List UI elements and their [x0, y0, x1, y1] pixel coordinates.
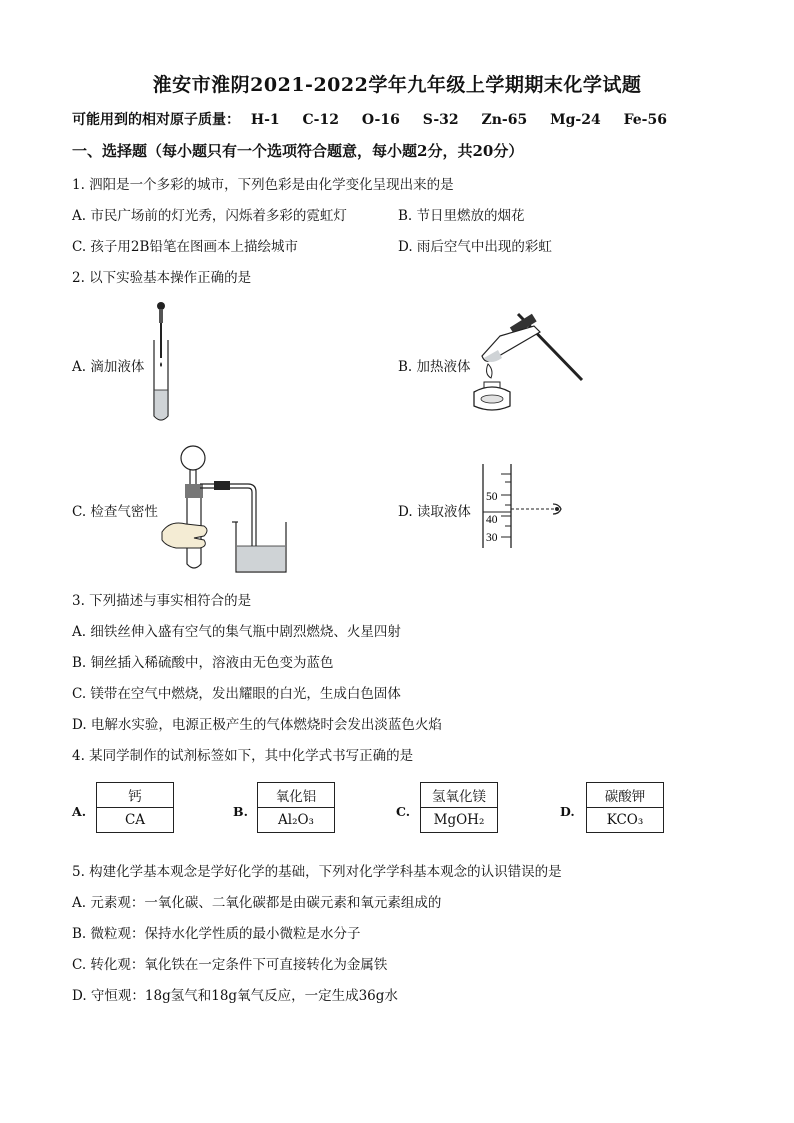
reagent-label-d[interactable] — [586, 782, 664, 833]
question-1-stem: 1. 泗阳是一个多彩的城市，下列色彩是由化学变化呈现出来的是 — [72, 177, 454, 193]
question-1-option-b[interactable]: B. 节日里燃放的烟花 — [398, 208, 525, 224]
cylinder-tick-label: 40 — [486, 514, 498, 526]
heating-liquid-figure — [470, 306, 585, 418]
question-2-option-a[interactable]: A. 滴加液体 — [72, 359, 145, 375]
question-5-option-d[interactable]: D. 守恒观：18g氢气和18g氧气反应，一定生成36g水 — [72, 988, 398, 1004]
question-5-option-a[interactable]: A. 元素观：一氧化碳、二氧化碳都是由碳元素和氧元素组成的 — [72, 895, 442, 911]
question-1-option-a[interactable]: A. 市民广场前的灯光秀，闪烁着多彩的霓虹灯 — [72, 208, 347, 224]
question-4-option-a-letter[interactable]: A. — [72, 804, 87, 819]
atomic-mass: S-32 — [422, 112, 459, 128]
question-5-option-c[interactable]: C. 转化观：氧化铁在一定条件下可直接转化为金属铁 — [72, 957, 388, 973]
reagent-name: 氢氧化镁 — [421, 783, 498, 808]
dropper-test-tube-figure — [148, 300, 188, 425]
atomic-mass: Zn-65 — [481, 112, 528, 128]
reagent-formula: Al₂O₃ — [258, 808, 335, 833]
reagent-formula: MgOH₂ — [421, 808, 498, 833]
reagent-name: 钙 — [97, 783, 174, 808]
exam-title: 淮安市淮阴2021-2022学年九年级上学期期末化学试题 — [152, 74, 642, 96]
cylinder-tick-label: 30 — [486, 532, 498, 544]
atomic-mass: H-1 — [250, 112, 280, 128]
section-heading: 一、选择题（每小题只有一个选项符合题意，每小题2分，共20分） — [72, 142, 524, 160]
question-1-option-c[interactable]: C. 孩子用2B铅笔在图画本上描绘城市 — [72, 239, 298, 255]
reagent-name: 氧化铝 — [258, 783, 335, 808]
question-3-stem: 3. 下列描述与事实相符合的是 — [72, 593, 252, 609]
atomic-masses-label: 可能用到的相对原子质量： — [72, 112, 240, 128]
question-1-option-d[interactable]: D. 雨后空气中出现的彩虹 — [398, 239, 552, 255]
atomic-mass: Mg-24 — [550, 112, 601, 128]
question-3-option-c[interactable]: C. 镁带在空气中燃烧，发出耀眼的白光，生成白色固体 — [72, 686, 401, 702]
question-5-option-b[interactable]: B. 微粒观：保持水化学性质的最小微粒是水分子 — [72, 926, 361, 942]
question-3-option-b[interactable]: B. 铜丝插入稀硫酸中，溶液由无色变为蓝色 — [72, 655, 334, 671]
airtightness-check-figure — [160, 444, 300, 576]
question-2-option-b[interactable]: B. 加热液体 — [398, 359, 471, 375]
question-4-option-d-letter[interactable]: D. — [560, 804, 575, 819]
question-5-stem: 5. 构建化学基本观念是学好化学的基础，下列对化学学科基本观念的认识错误的是 — [72, 864, 562, 880]
graduated-cylinder-figure — [475, 464, 575, 550]
question-4-option-b-letter[interactable]: B. — [233, 804, 248, 819]
question-3-option-d[interactable]: D. 电解水实验，电源正极产生的气体燃烧时会发出淡蓝色火焰 — [72, 717, 442, 733]
atomic-masses-line — [72, 109, 685, 129]
reagent-name: 碳酸钾 — [587, 783, 664, 808]
question-3-option-a[interactable]: A. 细铁丝伸入盛有空气的集气瓶中剧烈燃烧、火星四射 — [72, 624, 401, 640]
cylinder-tick-label: 50 — [486, 491, 498, 503]
reagent-label-a[interactable] — [96, 782, 174, 833]
reagent-label-c[interactable] — [420, 782, 498, 833]
atomic-mass: Fe-56 — [623, 112, 667, 128]
question-2-option-d[interactable]: D. 读取液体 — [398, 504, 471, 520]
question-4-stem: 4. 某同学制作的试剂标签如下，其中化学式书写正确的是 — [72, 748, 414, 764]
reagent-label-b[interactable] — [257, 782, 335, 833]
atomic-mass: C-12 — [302, 112, 339, 128]
question-2-stem: 2. 以下实验基本操作正确的是 — [72, 270, 252, 286]
question-2-option-c[interactable]: C. 检查气密性 — [72, 504, 158, 520]
question-4-option-c-letter[interactable]: C. — [396, 804, 411, 819]
reagent-formula: KCO₃ — [587, 808, 664, 833]
atomic-mass: O-16 — [361, 112, 400, 128]
reagent-formula: CA — [97, 808, 174, 833]
